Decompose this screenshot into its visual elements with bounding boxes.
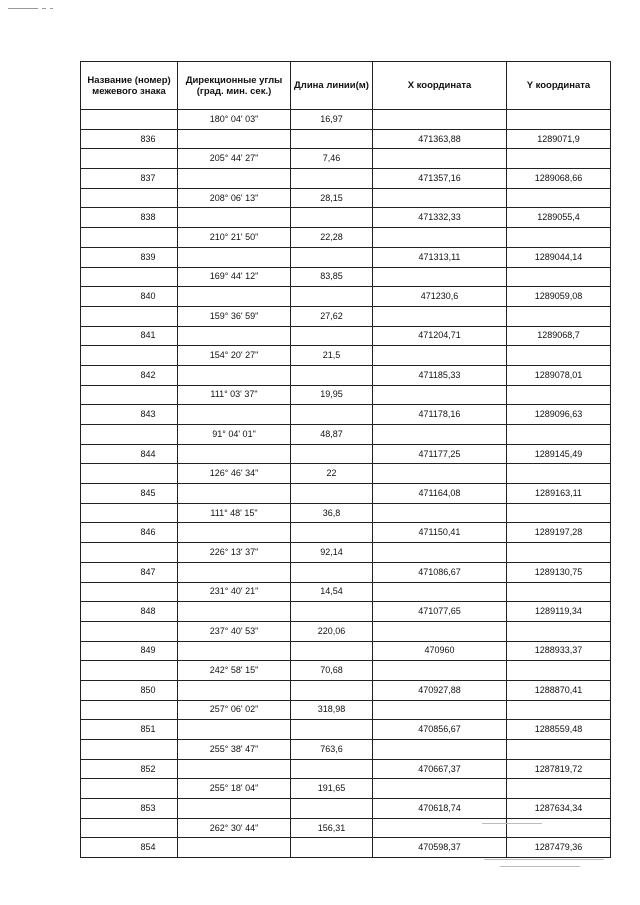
line-length-cell xyxy=(291,799,373,819)
mark-number-cell: 852 xyxy=(81,759,178,779)
line-length-cell xyxy=(291,720,373,740)
mark-number-cell: 847 xyxy=(81,562,178,582)
direction-angle-cell xyxy=(178,562,291,582)
y-coordinate-cell: 1288559,48 xyxy=(507,720,611,740)
x-coordinate-cell: 471177,25 xyxy=(373,444,507,464)
direction-angle-cell xyxy=(178,602,291,622)
mark-number-cell: 842 xyxy=(81,365,178,385)
line-length-cell xyxy=(291,405,373,425)
x-coordinate-cell xyxy=(373,700,507,720)
y-coordinate-cell: 1289055,4 xyxy=(507,208,611,228)
mark-number-cell: 838 xyxy=(81,208,178,228)
table-row xyxy=(81,641,611,661)
y-coordinate-cell: 1289119,34 xyxy=(507,602,611,622)
mark-number-cell: 843 xyxy=(81,405,178,425)
table-row xyxy=(81,247,611,267)
scan-speckle xyxy=(484,859,604,860)
x-coordinate-cell xyxy=(373,661,507,681)
direction-angle-cell: 169° 44' 12" xyxy=(178,267,291,287)
line-length-cell: 48,87 xyxy=(291,425,373,445)
direction-angle-cell: 126° 46' 34" xyxy=(178,464,291,484)
line-length-cell xyxy=(291,602,373,622)
table-row xyxy=(81,740,611,760)
x-coordinate-cell: 470618,74 xyxy=(373,799,507,819)
header-mark-name: Название (номер) межевого знака xyxy=(81,62,178,110)
y-coordinate-cell: 1289096,63 xyxy=(507,405,611,425)
y-coordinate-cell xyxy=(507,149,611,169)
x-coordinate-cell: 470960 xyxy=(373,641,507,661)
x-coordinate-cell: 471150,41 xyxy=(373,523,507,543)
line-length-cell: 220,06 xyxy=(291,621,373,641)
line-length-cell: 763,6 xyxy=(291,740,373,760)
y-coordinate-cell: 1289068,66 xyxy=(507,169,611,189)
scan-speckle xyxy=(500,866,580,867)
table-row xyxy=(81,228,611,248)
y-coordinate-cell xyxy=(507,425,611,445)
y-coordinate-cell xyxy=(507,818,611,838)
mark-number-cell: 837 xyxy=(81,169,178,189)
y-coordinate-cell: 1289145,49 xyxy=(507,444,611,464)
y-coordinate-cell xyxy=(507,306,611,326)
x-coordinate-cell xyxy=(373,621,507,641)
line-length-cell: 22 xyxy=(291,464,373,484)
direction-angle-cell: 237° 40' 53" xyxy=(178,621,291,641)
direction-angle-cell xyxy=(178,799,291,819)
x-coordinate-cell xyxy=(373,385,507,405)
line-length-cell: 191,65 xyxy=(291,779,373,799)
line-length-cell: 22,28 xyxy=(291,228,373,248)
line-length-cell xyxy=(291,326,373,346)
direction-angle-cell: 210° 21' 50" xyxy=(178,228,291,248)
y-coordinate-cell: 1287479,36 xyxy=(507,838,611,858)
table-row xyxy=(81,149,611,169)
direction-angle-cell: 255° 38' 47" xyxy=(178,740,291,760)
line-length-cell: 27,62 xyxy=(291,306,373,326)
table-row xyxy=(81,346,611,366)
direction-angle-cell: 255° 18' 04" xyxy=(178,779,291,799)
line-length-cell: 28,15 xyxy=(291,188,373,208)
table-row xyxy=(81,523,611,543)
line-length-cell xyxy=(291,562,373,582)
y-coordinate-cell: 1289197,28 xyxy=(507,523,611,543)
y-coordinate-cell: 1289068,7 xyxy=(507,326,611,346)
x-coordinate-cell xyxy=(373,543,507,563)
boundary-coordinates-table xyxy=(80,61,611,858)
table-row xyxy=(81,405,611,425)
y-coordinate-cell xyxy=(507,661,611,681)
x-coordinate-cell xyxy=(373,503,507,523)
x-coordinate-cell xyxy=(373,779,507,799)
table-row xyxy=(81,188,611,208)
table-row xyxy=(81,543,611,563)
x-coordinate-cell: 470598,37 xyxy=(373,838,507,858)
line-length-cell: 14,54 xyxy=(291,582,373,602)
y-coordinate-cell: 1288870,41 xyxy=(507,680,611,700)
direction-angle-cell xyxy=(178,484,291,504)
line-length-cell: 16,97 xyxy=(291,110,373,130)
line-length-cell xyxy=(291,169,373,189)
y-coordinate-cell xyxy=(507,543,611,563)
x-coordinate-cell: 471077,65 xyxy=(373,602,507,622)
x-coordinate-cell: 471164,08 xyxy=(373,484,507,504)
mark-number-cell: 853 xyxy=(81,799,178,819)
line-length-cell: 70,68 xyxy=(291,661,373,681)
mark-number-cell xyxy=(81,188,178,208)
y-coordinate-cell: 1289163,11 xyxy=(507,484,611,504)
y-coordinate-cell xyxy=(507,110,611,130)
mark-number-cell xyxy=(81,818,178,838)
x-coordinate-cell xyxy=(373,582,507,602)
scan-corner-mark xyxy=(8,8,56,12)
table-row xyxy=(81,129,611,149)
y-coordinate-cell xyxy=(507,228,611,248)
mark-number-cell xyxy=(81,306,178,326)
table-row xyxy=(81,208,611,228)
y-coordinate-cell xyxy=(507,188,611,208)
mark-number-cell xyxy=(81,503,178,523)
x-coordinate-cell xyxy=(373,346,507,366)
header-line-length: Длина линии(м) xyxy=(291,62,373,110)
line-length-cell: 156,31 xyxy=(291,818,373,838)
y-coordinate-cell: 1289059,08 xyxy=(507,287,611,307)
y-coordinate-cell xyxy=(507,346,611,366)
x-coordinate-cell xyxy=(373,306,507,326)
y-coordinate-cell xyxy=(507,779,611,799)
y-coordinate-cell: 1288933,37 xyxy=(507,641,611,661)
table-row xyxy=(81,267,611,287)
mark-number-cell: 848 xyxy=(81,602,178,622)
mark-number-cell xyxy=(81,267,178,287)
table-row xyxy=(81,799,611,819)
x-coordinate-cell xyxy=(373,740,507,760)
x-coordinate-cell: 470667,37 xyxy=(373,759,507,779)
line-length-cell: 318,98 xyxy=(291,700,373,720)
y-coordinate-cell xyxy=(507,621,611,641)
y-coordinate-cell xyxy=(507,385,611,405)
table-row xyxy=(81,306,611,326)
direction-angle-cell: 242° 58' 15" xyxy=(178,661,291,681)
table-row xyxy=(81,818,611,838)
line-length-cell xyxy=(291,129,373,149)
direction-angle-cell xyxy=(178,129,291,149)
x-coordinate-cell: 471185,33 xyxy=(373,365,507,385)
mark-number-cell: 841 xyxy=(81,326,178,346)
direction-angle-cell xyxy=(178,759,291,779)
direction-angle-cell: 111° 03' 37" xyxy=(178,385,291,405)
y-coordinate-cell xyxy=(507,582,611,602)
x-coordinate-cell xyxy=(373,188,507,208)
header-x-coordinate: X координата xyxy=(373,62,507,110)
table-row xyxy=(81,503,611,523)
direction-angle-cell: 262° 30' 44" xyxy=(178,818,291,838)
direction-angle-cell: 208° 06' 13" xyxy=(178,188,291,208)
table-row xyxy=(81,444,611,464)
mark-number-cell: 849 xyxy=(81,641,178,661)
x-coordinate-cell xyxy=(373,464,507,484)
table-row xyxy=(81,700,611,720)
direction-angle-cell xyxy=(178,444,291,464)
x-coordinate-cell: 470856,67 xyxy=(373,720,507,740)
line-length-cell xyxy=(291,523,373,543)
y-coordinate-cell: 1289078,01 xyxy=(507,365,611,385)
y-coordinate-cell: 1287634,34 xyxy=(507,799,611,819)
direction-angle-cell xyxy=(178,641,291,661)
mark-number-cell xyxy=(81,228,178,248)
mark-number-cell: 845 xyxy=(81,484,178,504)
header-direction-angle: Дирекционные углы (град. мин. сек.) xyxy=(178,62,291,110)
x-coordinate-cell xyxy=(373,267,507,287)
line-length-cell xyxy=(291,759,373,779)
table-row xyxy=(81,484,611,504)
x-coordinate-cell: 470927,88 xyxy=(373,680,507,700)
mark-number-cell xyxy=(81,740,178,760)
line-length-cell xyxy=(291,444,373,464)
table-row xyxy=(81,169,611,189)
direction-angle-cell xyxy=(178,326,291,346)
x-coordinate-cell: 471230,6 xyxy=(373,287,507,307)
line-length-cell: 36,8 xyxy=(291,503,373,523)
scan-speckle xyxy=(482,823,542,824)
table-row xyxy=(81,365,611,385)
line-length-cell xyxy=(291,287,373,307)
table-row xyxy=(81,680,611,700)
line-length-cell xyxy=(291,484,373,504)
line-length-cell xyxy=(291,680,373,700)
table-row xyxy=(81,621,611,641)
mark-number-cell xyxy=(81,700,178,720)
y-coordinate-cell xyxy=(507,464,611,484)
line-length-cell: 19,95 xyxy=(291,385,373,405)
mark-number-cell xyxy=(81,385,178,405)
line-length-cell: 21,5 xyxy=(291,346,373,366)
direction-angle-cell: 226° 13' 37" xyxy=(178,543,291,563)
direction-angle-cell: 159° 36' 59" xyxy=(178,306,291,326)
mark-number-cell xyxy=(81,149,178,169)
x-coordinate-cell xyxy=(373,228,507,248)
mark-number-cell: 844 xyxy=(81,444,178,464)
header-y-coordinate: Y координата xyxy=(507,62,611,110)
direction-angle-cell xyxy=(178,169,291,189)
direction-angle-cell: 111° 48' 15" xyxy=(178,503,291,523)
mark-number-cell: 850 xyxy=(81,680,178,700)
mark-number-cell: 851 xyxy=(81,720,178,740)
table-row xyxy=(81,425,611,445)
table-row xyxy=(81,759,611,779)
mark-number-cell: 854 xyxy=(81,838,178,858)
y-coordinate-cell xyxy=(507,503,611,523)
table-row xyxy=(81,582,611,602)
table-row xyxy=(81,602,611,622)
mark-number-cell xyxy=(81,779,178,799)
line-length-cell xyxy=(291,641,373,661)
direction-angle-cell: 180° 04' 03" xyxy=(178,110,291,130)
mark-number-cell xyxy=(81,110,178,130)
table-row xyxy=(81,838,611,858)
table-row xyxy=(81,661,611,681)
mark-number-cell xyxy=(81,621,178,641)
x-coordinate-cell xyxy=(373,425,507,445)
direction-angle-cell xyxy=(178,247,291,267)
y-coordinate-cell xyxy=(507,700,611,720)
table-row xyxy=(81,720,611,740)
mark-number-cell xyxy=(81,464,178,484)
x-coordinate-cell xyxy=(373,818,507,838)
table-row xyxy=(81,326,611,346)
line-length-cell xyxy=(291,208,373,228)
table-row xyxy=(81,464,611,484)
line-length-cell xyxy=(291,365,373,385)
y-coordinate-cell xyxy=(507,740,611,760)
line-length-cell xyxy=(291,247,373,267)
x-coordinate-cell: 471363,88 xyxy=(373,129,507,149)
x-coordinate-cell: 471332,33 xyxy=(373,208,507,228)
mark-number-cell: 839 xyxy=(81,247,178,267)
mark-number-cell xyxy=(81,582,178,602)
direction-angle-cell xyxy=(178,365,291,385)
line-length-cell xyxy=(291,838,373,858)
table-row xyxy=(81,562,611,582)
table-row xyxy=(81,385,611,405)
mark-number-cell: 836 xyxy=(81,129,178,149)
direction-angle-cell xyxy=(178,680,291,700)
mark-number-cell xyxy=(81,346,178,366)
direction-angle-cell xyxy=(178,720,291,740)
direction-angle-cell: 205° 44' 27" xyxy=(178,149,291,169)
x-coordinate-cell xyxy=(373,110,507,130)
mark-number-cell: 846 xyxy=(81,523,178,543)
x-coordinate-cell xyxy=(373,149,507,169)
table-row xyxy=(81,287,611,307)
table-header-row xyxy=(81,62,611,110)
direction-angle-cell xyxy=(178,838,291,858)
y-coordinate-cell: 1289071,9 xyxy=(507,129,611,149)
direction-angle-cell xyxy=(178,208,291,228)
direction-angle-cell xyxy=(178,405,291,425)
direction-angle-cell: 91° 04' 01" xyxy=(178,425,291,445)
direction-angle-cell: 154° 20' 27" xyxy=(178,346,291,366)
mark-number-cell xyxy=(81,543,178,563)
direction-angle-cell: 257° 06' 02" xyxy=(178,700,291,720)
direction-angle-cell xyxy=(178,523,291,543)
mark-number-cell xyxy=(81,425,178,445)
y-coordinate-cell: 1287819,72 xyxy=(507,759,611,779)
direction-angle-cell xyxy=(178,287,291,307)
x-coordinate-cell: 471357,16 xyxy=(373,169,507,189)
direction-angle-cell: 231° 40' 21" xyxy=(178,582,291,602)
table-row xyxy=(81,779,611,799)
x-coordinate-cell: 471313,11 xyxy=(373,247,507,267)
line-length-cell: 7,46 xyxy=(291,149,373,169)
y-coordinate-cell: 1289044,14 xyxy=(507,247,611,267)
x-coordinate-cell: 471086,67 xyxy=(373,562,507,582)
mark-number-cell: 840 xyxy=(81,287,178,307)
y-coordinate-cell xyxy=(507,267,611,287)
x-coordinate-cell: 471204,71 xyxy=(373,326,507,346)
x-coordinate-cell: 471178,16 xyxy=(373,405,507,425)
table-row xyxy=(81,110,611,130)
mark-number-cell xyxy=(81,661,178,681)
line-length-cell: 92,14 xyxy=(291,543,373,563)
line-length-cell: 83,85 xyxy=(291,267,373,287)
y-coordinate-cell: 1289130,75 xyxy=(507,562,611,582)
